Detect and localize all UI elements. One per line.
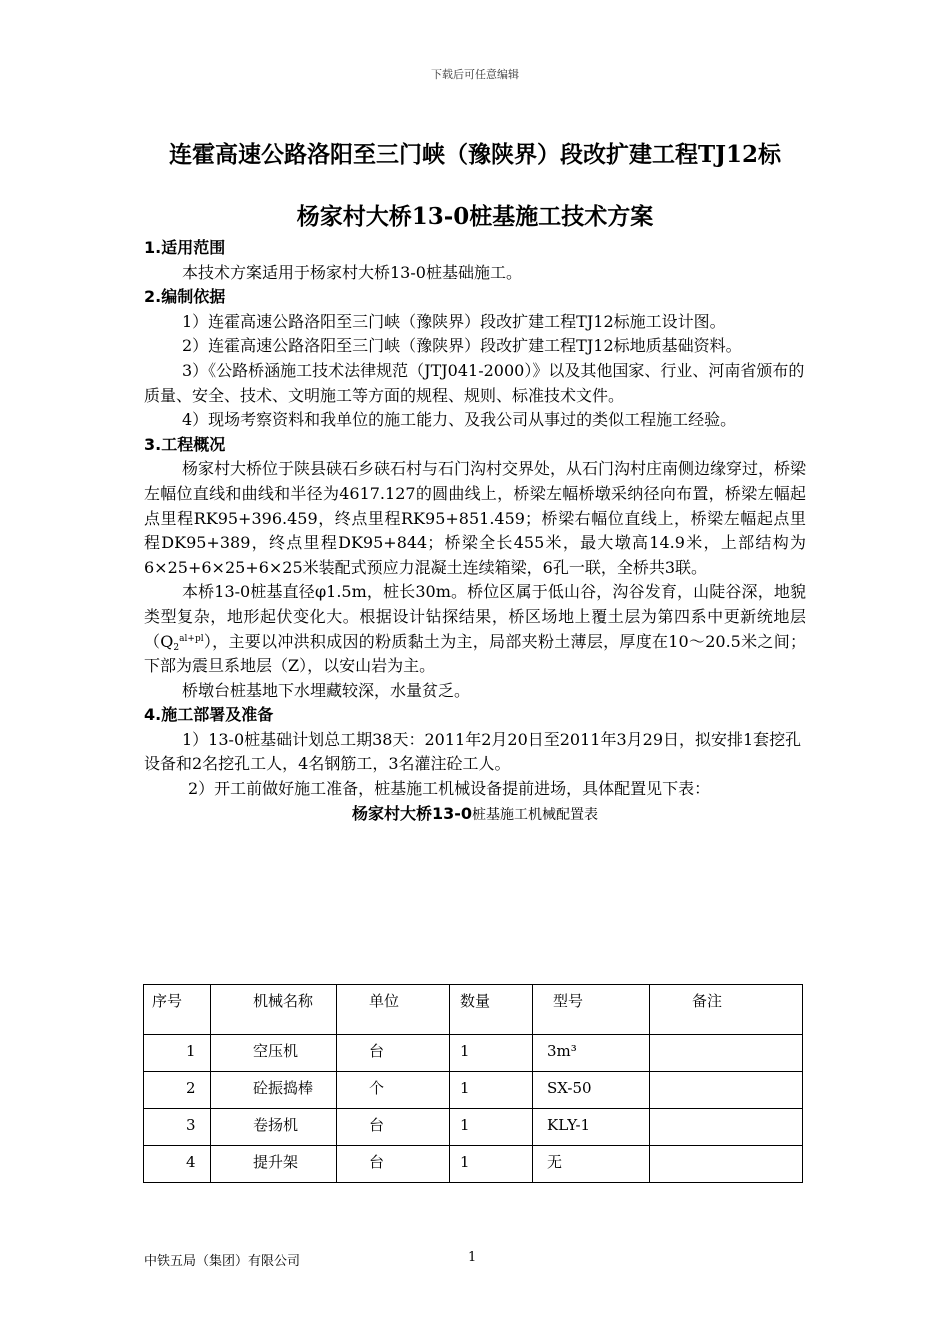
table-row (144, 1072, 803, 1109)
table-caption-rest: 桩基施工机械配置表 (472, 806, 599, 823)
table-cell: 台 (337, 1146, 450, 1183)
table-cell: 空压机 (211, 1035, 337, 1072)
document-body (144, 236, 806, 827)
table-cell (650, 1072, 803, 1109)
header-cell: 机械名称 (211, 985, 337, 1035)
footer-company: 中铁五局（集团）有限公司 (144, 1254, 301, 1269)
table-cell: 1 (450, 1146, 533, 1183)
table-cell: 1 (450, 1072, 533, 1109)
header-note: 下载后可任意编辑 (431, 68, 519, 81)
deployment-item-1: 1）13-0桩基础计划总工期38天：2011年2月20日至2011年3月29日，拟安排1套挖孔设备和2名挖孔工人，4名钢筋工，3名灌注砼工人。 (144, 729, 802, 774)
overview-paragraph-1: 杨家村大桥位于陕县硖石乡硖石村与石门沟村交界处，从石门沟村庄南侧边缘穿过，桥梁左幅位直线和曲线和半径为4617.127的圆曲线上，桥梁左幅桥墩采纳径向布置，桥梁左幅起点里程RK95+396.459，终点里程RK95+851.459；桥梁右幅位直线上，桥梁左幅起点里程DK95+389，终点里程DK95+844；桥梁全长455米，最大墩高14.9米，上部结构为6×25+6×25+6×25米装配式预应力混凝土连续箱梁，6孔一联，全桥共3联。 (144, 459, 807, 577)
section-4-heading: 4.施工部署及准备 (144, 705, 274, 725)
machinery-table (143, 984, 803, 1183)
table-cell: 卷扬机 (211, 1109, 337, 1146)
table-caption-bold: 杨家村大桥13-0 (351, 803, 473, 823)
table-cell: 1 (450, 1035, 533, 1072)
basis-item-3: 3）《公路桥涵施工技术法律规范（JTJ041-2000）》以及其他国家、行业、河南省颁布的质量、安全、技术、文明施工等方面的规程、规则、标准技术文件。 (144, 360, 805, 405)
table-cell: SX-50 (533, 1072, 650, 1109)
table-cell: 台 (337, 1035, 450, 1072)
overview-paragraph-2 (144, 580, 806, 678)
section-3-heading: 3.工程概况 (144, 434, 226, 454)
document-title-line-1: 连霍高速公路洛阳至三门峡（豫陕界）段改扩建工程TJ12标 (168, 141, 781, 168)
table-cell: 3 (144, 1109, 211, 1146)
overview-paragraph-2-part-b: ），主要以冲洪积成因的粉质黏土为主，局部夹粉土薄层，厚度在10～20.5米之间；下部为震旦系地层（Z），以安山岩为主。 (144, 631, 806, 676)
table-cell: 个 (337, 1072, 450, 1109)
table-row (144, 1035, 803, 1072)
deployment-item-2: 2）开工前做好施工准备，桩基施工机械设备提前进场，具体配置见下表： (188, 779, 711, 799)
document-title-line-2: 杨家村大桥13-0桩基施工技术方案 (296, 203, 654, 230)
table-caption (144, 802, 806, 828)
table-cell: 1 (450, 1109, 533, 1146)
table-header-row (144, 985, 803, 1035)
table-cell: KLY-1 (533, 1109, 650, 1146)
table-cell: 砼振捣棒 (211, 1072, 337, 1109)
section-2-heading: 2.编制依据 (144, 287, 226, 307)
table-cell: 无 (533, 1146, 650, 1183)
header-cell: 型号 (533, 985, 650, 1035)
basis-item-4: 4）现场考察资料和我单位的施工能力、及我公司从事过的类似工程施工经验。 (182, 410, 737, 430)
overview-paragraph-3: 桥墩台桩基地下水埋藏较深，水量贫乏。 (182, 680, 471, 700)
overview-paragraph-2-part-a: 本桥13-0桩基直径φ1.5m，桩长30m。桥位区属于低山谷，沟谷发育，山陡谷深，地貌类型复杂，地形起伏变化大。根据设计钻探结果，桥区场地上覆土层为第四系中更新统地层（Q (144, 582, 806, 651)
basis-item-2: 2）连霍高速公路洛阳至三门峡（豫陕界）段改扩建工程TJ12标地质基础资料。 (182, 336, 742, 356)
section-1-heading: 1.适用范围 (144, 238, 226, 257)
header-cell: 序号 (144, 985, 211, 1035)
table-cell (650, 1109, 803, 1146)
table-cell (650, 1146, 803, 1183)
stratum-subscript: 2 (173, 642, 180, 653)
header-cell: 数量 (450, 985, 533, 1035)
table-cell: 4 (144, 1146, 211, 1183)
table-cell: 3m³ (533, 1035, 650, 1072)
table-cell: 台 (337, 1109, 450, 1146)
stratum-superscript: al+pl (179, 633, 204, 644)
table-row (144, 1146, 803, 1183)
table-cell (650, 1035, 803, 1072)
table-row (144, 1109, 803, 1146)
table-cell: 2 (144, 1072, 211, 1109)
page-number: 1 (468, 1250, 477, 1265)
header-cell: 单位 (337, 985, 450, 1035)
basis-item-1: 1）连霍高速公路洛阳至三门峡（豫陕界）段改扩建工程TJ12标施工设计图。 (182, 311, 726, 331)
section-1-paragraph: 本技术方案适用于杨家村大桥13-0桩基础施工。 (182, 262, 522, 282)
table-cell: 提升架 (211, 1146, 337, 1183)
header-cell: 备注 (650, 985, 803, 1035)
table-cell: 1 (144, 1035, 211, 1072)
